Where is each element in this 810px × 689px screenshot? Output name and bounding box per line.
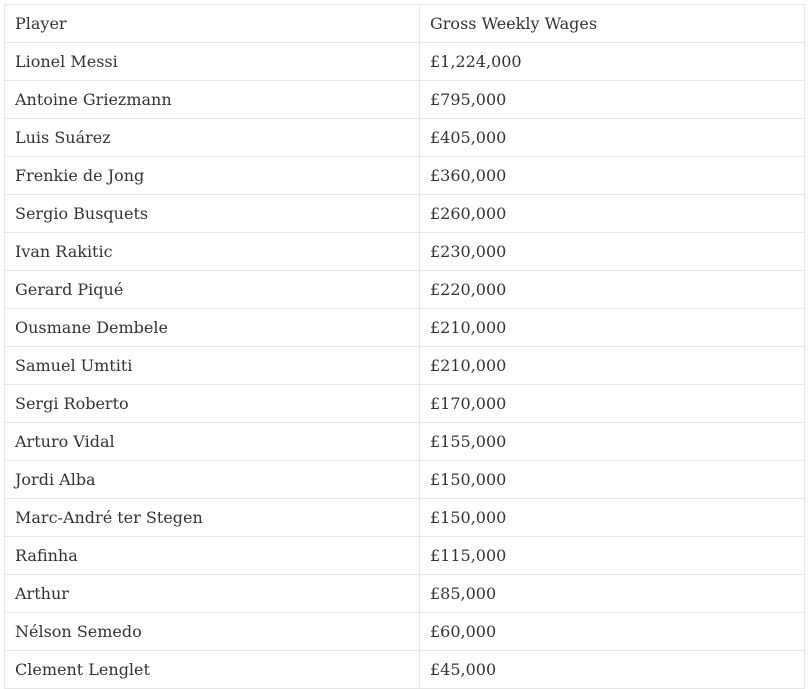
weekly-wage-cell: £360,000 [420, 157, 805, 195]
weekly-wage-cell: £155,000 [420, 423, 805, 461]
weekly-wage-cell: £115,000 [420, 537, 805, 575]
weekly-wage-cell: £220,000 [420, 271, 805, 309]
player-name-cell: Arturo Vidal [5, 423, 420, 461]
table-row [5, 233, 805, 271]
player-name-cell: Rafinha [5, 537, 420, 575]
table-row [5, 271, 805, 309]
player-name-cell: Arthur [5, 575, 420, 613]
table-body [5, 43, 805, 689]
player-name-cell: Sergio Busquets [5, 195, 420, 233]
player-name-cell: Marc-André ter Stegen [5, 499, 420, 537]
weekly-wage-cell: £795,000 [420, 81, 805, 119]
player-name-cell: Clement Lenglet [5, 651, 420, 689]
weekly-wage-cell: £150,000 [420, 461, 805, 499]
table-row [5, 347, 805, 385]
player-name-cell: Luis Suárez [5, 119, 420, 157]
table-row [5, 651, 805, 689]
table-row [5, 81, 805, 119]
table-row [5, 613, 805, 651]
player-name-cell: Ousmane Dembele [5, 309, 420, 347]
weekly-wage-cell: £230,000 [420, 233, 805, 271]
table-row [5, 119, 805, 157]
header-player: Player [5, 5, 420, 43]
player-name-cell: Frenkie de Jong [5, 157, 420, 195]
wages-table-container [4, 4, 804, 689]
weekly-wage-cell: £45,000 [420, 651, 805, 689]
weekly-wage-cell: £210,000 [420, 347, 805, 385]
table-row [5, 499, 805, 537]
header-row [5, 5, 805, 43]
player-name-cell: Samuel Umtiti [5, 347, 420, 385]
weekly-wage-cell: £60,000 [420, 613, 805, 651]
weekly-wage-cell: £170,000 [420, 385, 805, 423]
table-row [5, 309, 805, 347]
table-row [5, 195, 805, 233]
table-row [5, 537, 805, 575]
weekly-wage-cell: £150,000 [420, 499, 805, 537]
player-name-cell: Antoine Griezmann [5, 81, 420, 119]
table-row [5, 43, 805, 81]
player-name-cell: Sergi Roberto [5, 385, 420, 423]
table-row [5, 157, 805, 195]
weekly-wage-cell: £210,000 [420, 309, 805, 347]
table-row [5, 575, 805, 613]
player-name-cell: Nélson Semedo [5, 613, 420, 651]
wages-table [4, 4, 805, 689]
table-row [5, 385, 805, 423]
table-row [5, 461, 805, 499]
table-header [5, 5, 805, 43]
weekly-wage-cell: £1,224,000 [420, 43, 805, 81]
weekly-wage-cell: £405,000 [420, 119, 805, 157]
player-name-cell: Gerard Piqué [5, 271, 420, 309]
table-row [5, 423, 805, 461]
header-gross-weekly-wages: Gross Weekly Wages [420, 5, 805, 43]
player-name-cell: Ivan Rakitic [5, 233, 420, 271]
player-name-cell: Lionel Messi [5, 43, 420, 81]
player-name-cell: Jordi Alba [5, 461, 420, 499]
weekly-wage-cell: £260,000 [420, 195, 805, 233]
weekly-wage-cell: £85,000 [420, 575, 805, 613]
